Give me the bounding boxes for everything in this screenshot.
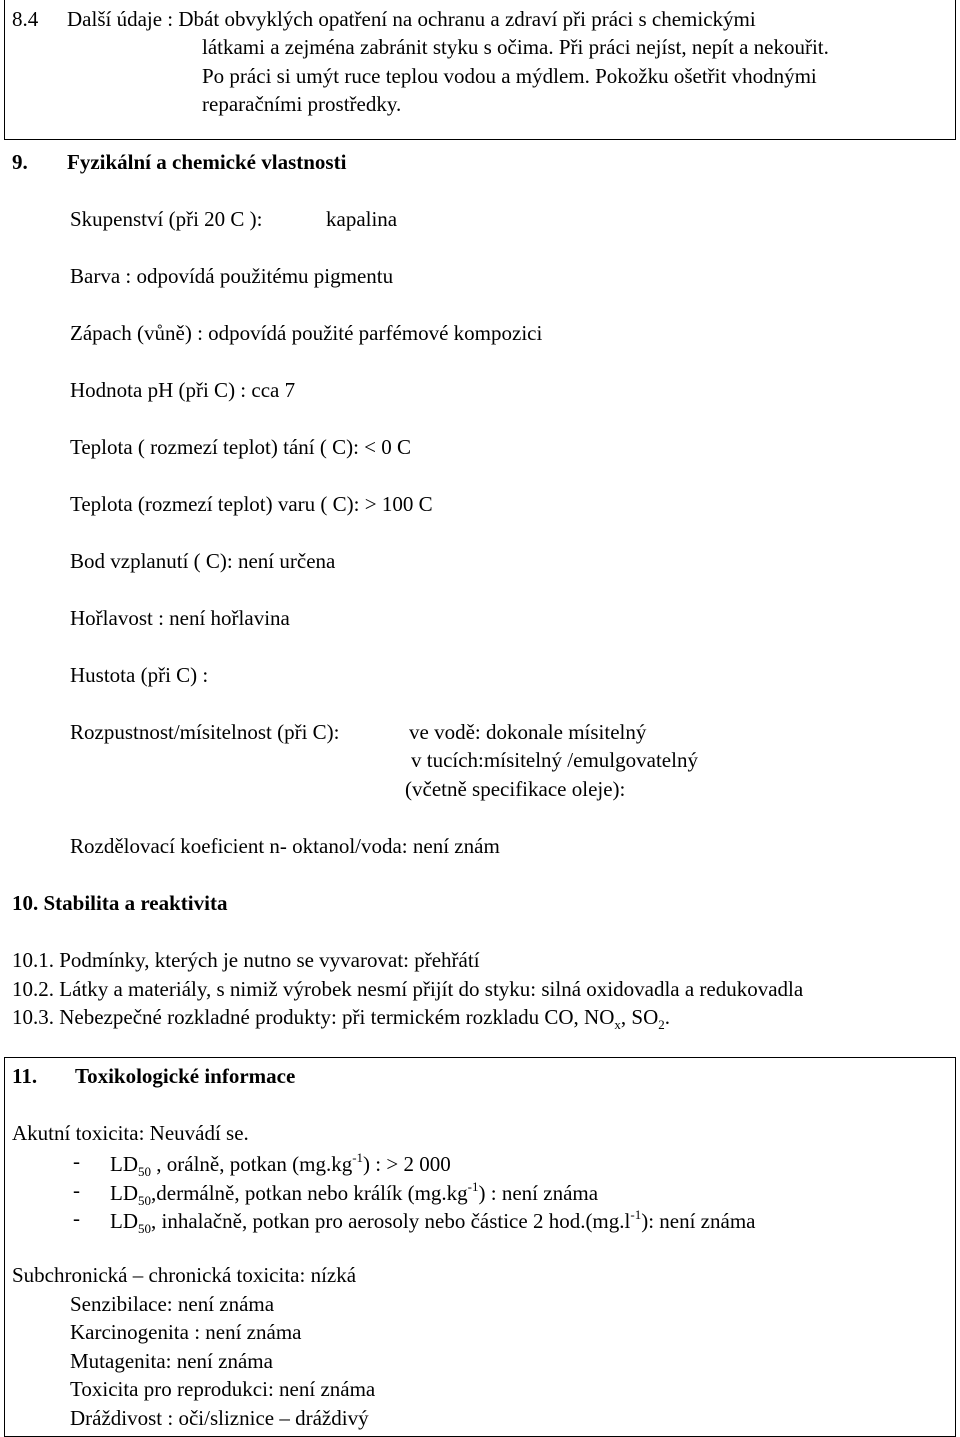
ld50-oral-dash: - (73, 1149, 80, 1173)
section-8-4-line-1: Další údaje : Dbát obvyklých opatření na ochranu a zdraví při práci s chemickými (67, 7, 756, 31)
section-8-4-number: 8.4 (12, 7, 39, 31)
conditions-to-avoid: 10.1. Podmínky, kterých je nutno se vyvarovat: přehřátí (12, 948, 480, 972)
odor-property: Zápach (vůně) : odpovídá použité parfémové kompozici (70, 321, 543, 345)
section-9-title: Fyzikální a chemické vlastnosti (67, 150, 347, 174)
color-property: Barva : odpovídá použitému pigmentu (70, 264, 394, 288)
section-8-4-line-2: látkami a zejména zabránit styku s očima. Při práci nejíst, nepít a nekouřit. (202, 35, 829, 59)
solubility-label: Rozpustnost/mísitelnost (při C): (70, 720, 340, 744)
acute-toxicity: Akutní toxicita: Neuvádí se. (12, 1121, 249, 1145)
melting-point-property: Teplota ( rozmezí teplot) tání ( C): < 0 C (70, 435, 412, 459)
partition-coefficient: Rozdělovací koeficient n- oktanol/voda: není znám (70, 834, 500, 858)
irritation: Dráždivost : oči/sliznice – dráždivý (70, 1406, 369, 1430)
mutagenicity: Mutagenita: není známa (70, 1349, 273, 1373)
flammability-property: Hořlavost : není hořlavina (70, 606, 290, 630)
ld50-oral: $LD_{50}$ , orálně, potkan $(mg.kg^{-1})$ : > 2 000 (110, 1150, 451, 1179)
carcinogenicity: Karcinogenita : není známa (70, 1320, 302, 1344)
subchronic-toxicity: Subchronická – chronická toxicita: nízká (12, 1263, 357, 1287)
density-property: Hustota (při C) : (70, 663, 209, 687)
solubility-fats: v tucích:mísitelný /emulgovatelný (411, 748, 698, 772)
solubility-water: ve vodě: dokonale mísitelný (409, 720, 647, 744)
solubility-oils: (včetně specifikace oleje): (405, 777, 626, 801)
ld50-inhalation: $LD_{50}$, inhalačně, potkan pro aerosoly nebo částice 2 $hod.(mg.l^{-1})$: není známa (110, 1207, 756, 1236)
ld50-inhalation-dash: - (73, 1206, 80, 1230)
section-10-title: 10. Stabilita a reaktivita (12, 891, 228, 915)
section-8-4-line-4: reparačními prostředky. (202, 92, 402, 116)
state-label: Skupenství (při 20 C ): (70, 207, 263, 231)
decomposition-products: 10.3. Nebezpečné rozkladné produkty: při termickém rozkladu CO, $NO_x$, $SO_2$. (12, 1005, 670, 1032)
ph-property: Hodnota pH (při C) : cca 7 (70, 378, 296, 402)
incompatible-materials: 10.2. Látky a materiály, s nimiž výrobek nesmí přijít do styku: silná oxidovadla a redukovadla (12, 977, 804, 1001)
ld50-dermal: $LD_{50},dermá\ln ě$, potkan nebo králík $(mg.kg^{-1})$ : není známa (110, 1179, 599, 1208)
sensitization: Senzibilace: není známa (70, 1292, 275, 1316)
section-11-number: 11. (12, 1064, 38, 1088)
section-8-4-line-3: Po práci si umýt ruce teplou vodou a mýdlem. Pokožku ošetřit vhodnými (202, 64, 817, 88)
boiling-point-property: Teplota (rozmezí teplot) varu ( C): > 100 C (70, 492, 433, 516)
state-value: kapalina (326, 207, 398, 231)
section-11-title: Toxikologické informace (75, 1064, 296, 1088)
ld50-dermal-dash: - (73, 1178, 80, 1202)
flash-point-property: Bod vzplanutí ( C): není určena (70, 549, 336, 573)
section-9-number: 9. (12, 150, 28, 174)
reproductive-toxicity: Toxicita pro reprodukci: není známa (70, 1377, 376, 1401)
